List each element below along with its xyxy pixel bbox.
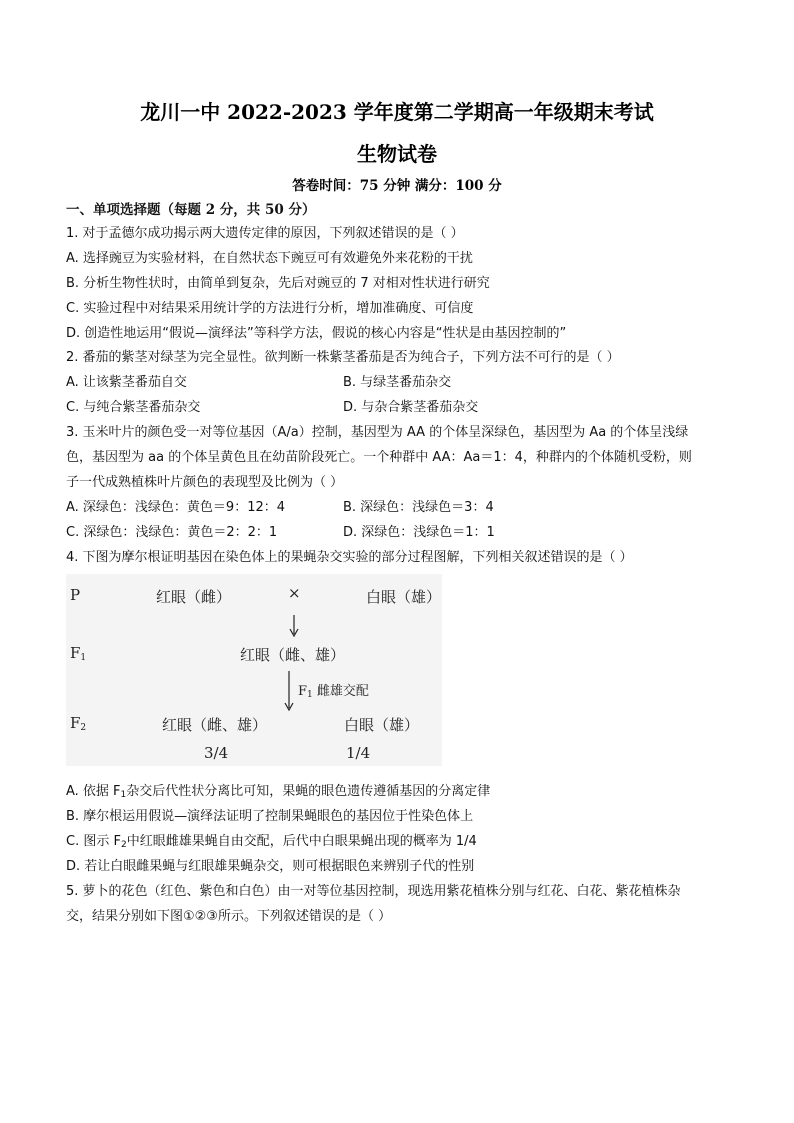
q1-option-d: D. 创造性地运用“假说—演绎法”等科学方法，假说的核心内容是“性状是由基因控制的” [66,326,567,341]
q4-option-d: D. 若让白眼雌果蝇与红眼雄果蝇杂交，则可根据眼色来辨别子代的性别 [66,859,475,874]
q4-option-b: B. 摩尔根运用假说—演绎法证明了控制果蝇眼色的基因位于性染色体上 [66,809,474,824]
diagram-p-male: 白眼（雄） [366,588,442,606]
diagram-f2-red-ratio: 3/4 [204,744,229,762]
q1-option-c: C. 实验过程中对结果采用统计学的方法进行分析，增加准确度、可信度 [66,301,474,316]
exam-subject: 生物试卷 [357,142,437,166]
diagram-p-female: 红眼（雌） [156,588,232,606]
exam-title: 龙川一中 2022-2023 学年度第二学期高一年级期末考试 [140,100,654,124]
q2-option-b: B. 与绿茎番茄杂交 [343,375,452,390]
q2-option-d: D. 与杂合紫茎番茄杂交 [343,400,479,415]
down-arrow-icon [288,614,300,638]
q4-option-c: C. 图示 $F_2$中红眼雌雄果蝇自由交配，后代中白眼果蝇出现的概率为 1/4 [66,834,477,850]
diagram-f2-white-ratio: 1/4 [346,744,371,762]
diagram-cross-symbol: × [288,584,301,602]
q2-option-c: C. 与纯合紫茎番茄杂交 [66,400,201,415]
q1-option-b: B. 分析生物性状时，由简单到复杂，先后对豌豆的 7 对相对性状进行研究 [66,276,490,291]
q2-stem: 2. 番茄的紫茎对绿茎为完全显性。欲判断一株紫茎番茄是否为纯合子，下列方法不可行的是（ ） [66,350,620,365]
diagram-p-label: P [70,586,81,604]
exam-info: 答卷时间：75 分钟 满分：100 分 [292,178,502,194]
q3-stem-line2: 色，基因型为 aa 的个体呈黄色且在幼苗阶段死亡。一个种群中 AA：Aa＝1：4，种群内的个体随机受粉，则 [66,450,692,465]
diagram-f2-white: 白眼（雄） [344,716,420,734]
diagram-f2-red: 红眼（雌、雄） [162,716,268,734]
q5-stem-line2: 交，结果分别如下图①②③所示。下列叙述错误的是（ ） [66,909,392,924]
section-heading: 一、单项选择题（每题 2 分，共 50 分） [66,202,316,218]
diagram-f1-label: $F_1$ [70,644,87,663]
down-arrow-icon [283,670,295,712]
q3-option-b: B. 深绿色：浅绿色＝3：4 [343,500,494,515]
fruit-fly-cross-diagram [66,574,442,766]
q1-stem: 1. 对于孟德尔成功揭示两大遗传定律的原因，下列叙述错误的是（ ） [66,226,464,241]
diagram-f1-mating-label: $F_1$ 雌雄交配 [298,684,369,700]
q3-option-c: C. 深绿色：浅绿色：黄色＝2：2：1 [66,525,278,540]
q4-stem: 4. 下图为摩尔根证明基因在染色体上的果蝇杂交实验的部分过程图解，下列相关叙述错误的是（ ） [66,550,633,565]
q4-option-a: A. 依据 $F_1$杂交后代性状分离比可知，果蝇的眼色遗传遵循基因的分离定律 [66,784,491,800]
q3-stem-line3: 子一代成熟植株叶片颜色的表现型及比例为（ ） [66,475,344,490]
q1-option-a: A. 选择豌豆为实验材料，在自然状态下豌豆可有效避免外来花粉的干扰 [66,251,473,266]
diagram-f2-label: $F_2$ [70,714,87,733]
diagram-f1-phenotype: 红眼（雌、雄） [240,646,346,664]
q3-option-d: D. 深绿色：浅绿色＝1：1 [343,525,495,540]
q2-option-a: A. 让该紫茎番茄自交 [66,375,187,390]
q5-stem-line1: 5. 萝卜的花色（红色、紫色和白色）由一对等位基因控制，现选用紫花植株分别与红花、白花、紫花植株杂 [66,884,681,899]
q3-stem-line1: 3. 玉米叶片的颜色受一对等位基因（A/a）控制，基因型为 AA 的个体呈深绿色，基因型为 Aa 的个体呈浅绿 [66,425,689,440]
q3-option-a: A. 深绿色：浅绿色：黄色＝9：12：4 [66,500,286,515]
